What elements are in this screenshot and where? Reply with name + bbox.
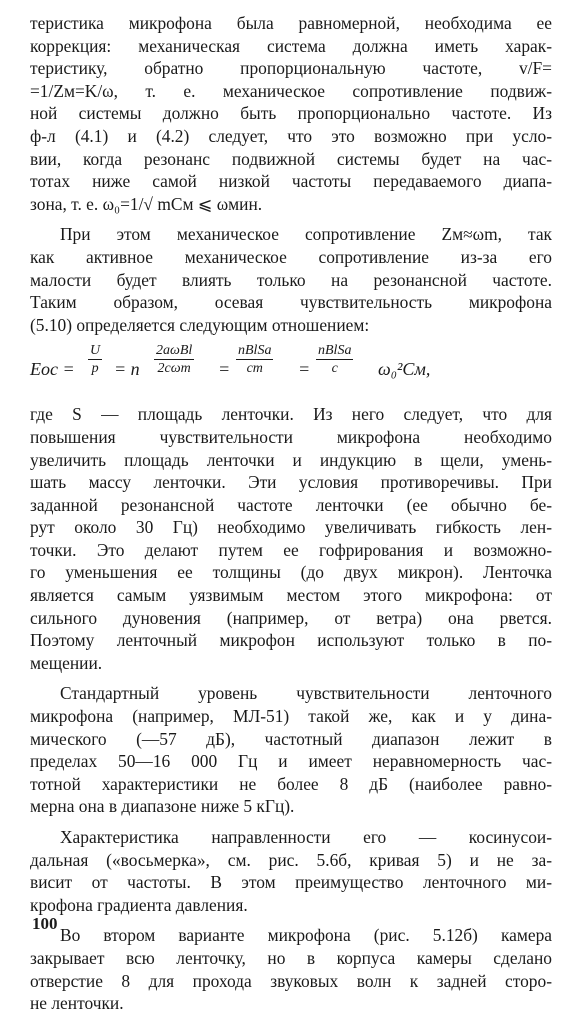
text-line: отверстие 8 для прохода звуковых волн к задней сторо- <box>30 970 552 991</box>
text-line: сильного дуновения (например, от ветра) она рвется. <box>30 607 552 628</box>
formula-fraction-3 <box>236 342 273 377</box>
text-line: заданной резонансной частоте ленточки (ее обычно бе- <box>30 494 552 515</box>
formula-den: cm <box>246 361 263 377</box>
text-line: =1/Zм=K/ω, т. е. механическое сопротивление подвиж- <box>30 80 552 101</box>
text-line: как активное механическое сопротивление из-за его <box>30 246 552 267</box>
paragraph-2 <box>30 223 552 336</box>
text-line: малости будет влиять только на резонансной частоте. <box>30 269 552 290</box>
paragraph-3 <box>30 403 552 674</box>
text-line: микрофона (например, МЛ-51) такой же, как и у дина- <box>30 706 552 727</box>
text-line: тотной характеристики не более 8 дБ (наиболее равно- <box>30 773 552 794</box>
text-line: Во втором варианте микрофона (рис. 5.12б) камера <box>60 925 552 946</box>
text-line: мещении. <box>30 652 103 673</box>
text-line: ф-л (4.1) и (4.2) следует, что это возможно при усло- <box>30 125 552 146</box>
page-number: 100 <box>32 914 58 933</box>
text-line: Таким образом, осевая чувствительность микрофона <box>30 292 552 313</box>
text-line: мерна она в диапазоне ниже 5 кГц). <box>30 796 295 817</box>
text-line: ной системы должно быть пропорционально частоте. Из <box>30 103 552 124</box>
text-line: где S — площадь ленточки. Из него следует, что для <box>30 404 552 425</box>
formula-num: nBlSa <box>238 343 272 359</box>
text-line: теристика микрофона была равномерной, необходима ее <box>30 13 552 33</box>
text-line: Поэтому ленточный микрофон используют только в по- <box>30 630 552 651</box>
formula-den: 2cωm <box>157 361 191 377</box>
paragraph-1 <box>30 12 552 215</box>
text-line: коррекция: механическая система должна иметь харак- <box>30 35 552 56</box>
text-line: зона, т. е. ω₀=1/√ mCм ⩽ ωмин. <box>30 193 263 214</box>
formula-den: c <box>331 361 338 377</box>
formula-num: nBlSa <box>318 343 352 359</box>
text-line: точки. Это делают путем ее гофрирования и возможно- <box>30 539 552 560</box>
text-line: не ленточки. <box>30 993 124 1014</box>
text-line: При этом механическое сопротивление Zм≈ωm, так <box>60 224 552 245</box>
formula-den: p <box>91 361 99 377</box>
paragraph-4 <box>30 682 552 818</box>
text-line: теристику, обратно пропорциональную частоте, v/F= <box>30 58 552 79</box>
text-line: тотах ниже самой низкой частоты передаваемого диапа- <box>30 171 552 192</box>
text-line: повышения чувствительности микрофона необходимо <box>30 426 552 447</box>
text-line: рут около 30 Гц) необходимо увеличивать гибкость лен- <box>30 517 552 538</box>
text-line: крофона градиента давления. <box>30 894 248 915</box>
text-line: дальная («восьмерка», см. рис. 5.6б, кривая 5) и не за- <box>30 849 552 870</box>
formula-num: 2aωBl <box>156 343 193 359</box>
text-line: шать массу ленточки. Эти условия противоречивы. При <box>30 472 552 493</box>
text-line: увеличить площадь ленточки и индукцию в щели, умень- <box>30 449 552 470</box>
text-line: вии, когда резонанс подвижной системы будет на час- <box>30 148 552 169</box>
text-line: висит от частоты. В этом преимущество ленточного ми- <box>30 872 552 893</box>
formula-fraction-1 <box>88 342 102 377</box>
text-line: закрывает всю ленточку, но в корпуса камеры сделано <box>30 947 552 968</box>
formula-lhs: Eос = <box>30 359 75 380</box>
formula-tail: ω₀²Cм, <box>378 359 431 380</box>
text-line: пределах 50—16 000 Гц и имеет неравномерность час- <box>30 751 552 772</box>
text-line: Стандартный уровень чувствительности ленточного <box>60 683 552 704</box>
paragraph-6 <box>30 924 552 1014</box>
paragraph-5 <box>30 826 552 916</box>
text-line: го уменьшения ее толщины (до двух микрон). Ленточка <box>30 562 552 583</box>
formula-eq-n: = n <box>114 359 140 380</box>
page-body <box>30 12 552 1015</box>
sensitivity-formula: Eос = $\frac{U}{p}$ = n 2aωBl 2cωm = nBlSa cm = nBlSa c ω₀²Cм, <box>30 343 431 380</box>
text-line: Характеристика направленности его — косинусои- <box>60 827 552 847</box>
formula-fraction-2 <box>154 342 194 377</box>
formula-fraction-4 <box>316 342 353 377</box>
text-line: мического (—57 дБ), частотный диапазон лежит в <box>30 728 552 749</box>
formula-num: U <box>90 343 101 359</box>
text-line: является самым уязвимым местом этого микрофона: от <box>30 585 552 606</box>
text-line: (5.10) определяется следующим отношением: <box>30 314 370 335</box>
